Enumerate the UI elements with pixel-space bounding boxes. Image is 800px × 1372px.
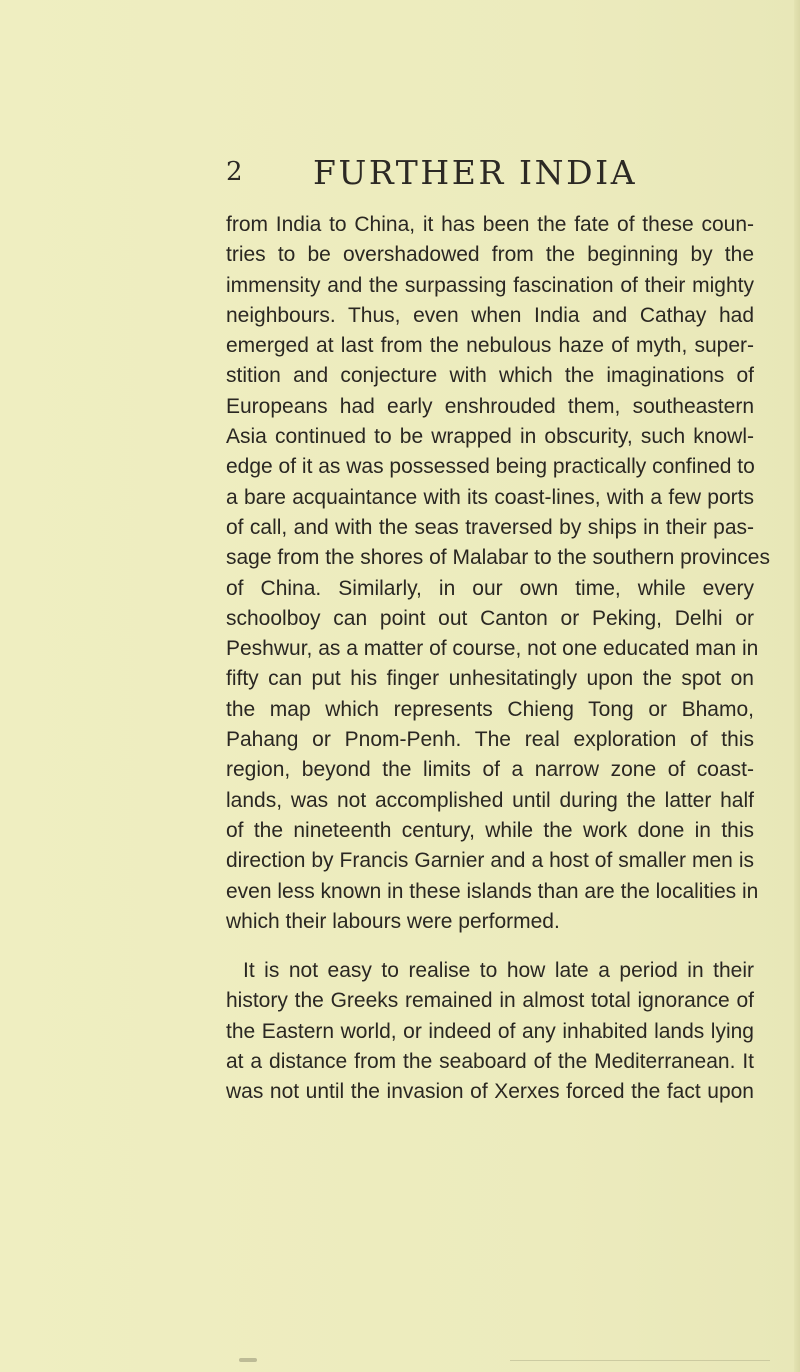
running-title: FURTHER INDIA	[313, 153, 638, 192]
paragraph-2	[226, 956, 754, 1107]
text-line: of China. Similarly, in our own time, while every	[226, 576, 754, 600]
text-line: emerged at last from the nebulous haze of myth, super-	[226, 334, 754, 358]
text-line: sage from the shores of Malabar to the southern provinces	[226, 546, 770, 570]
text-line: direction by Francis Garnier and a host of smaller men is	[226, 849, 754, 873]
paragraph-1	[226, 210, 770, 937]
text-line: immensity and the surpassing fascination of their mighty	[226, 273, 754, 297]
text-line: even less known in these islands than are the localities in	[226, 879, 759, 903]
page-header	[0, 153, 800, 203]
text-line: Pahang or Pnom-Penh. The real exploration of this	[226, 728, 754, 752]
text-line: from India to China, it has been the fate of these coun-	[226, 213, 754, 236]
text-line: lands, was not accomplished until during the latter half	[226, 788, 754, 812]
text-line: schoolboy can point out Canton or Peking, Delhi or	[226, 606, 754, 630]
text-line: the map which represents Chieng Tong or Bhamo,	[226, 697, 754, 721]
text-line: stition and conjecture with which the imaginations of	[226, 364, 754, 388]
text-line: was not until the invasion of Xerxes forced the fact upon	[226, 1080, 754, 1104]
text-line: Peshwur, as a matter of course, not one educated man in	[226, 637, 759, 661]
text-line: of the nineteenth century, while the work done in this	[226, 818, 754, 842]
text-line: tries to be overshadowed from the beginning by the	[226, 243, 754, 267]
page-number: 2	[226, 157, 243, 187]
text-line: fifty can put his finger unhesitatingly upon the spot on	[226, 667, 754, 691]
text-line: history the Greeks remained in almost total ignorance of	[226, 989, 754, 1013]
text-line: edge of it as was possessed being practically confined to	[226, 455, 755, 479]
bottom-edge-line	[510, 1360, 770, 1361]
text-line: Asia continued to be wrapped in obscurity, such knowl-	[226, 425, 754, 449]
text-line: It is not easy to realise to how late a period in their	[243, 959, 754, 983]
ink-smudge	[239, 1358, 257, 1362]
text-line: which their labours were performed.	[226, 909, 560, 933]
text-line: neighbours. Thus, even when India and Cathay had	[226, 303, 754, 327]
text-line: of call, and with the seas traversed by ships in their pas-	[226, 515, 754, 539]
text-line: the Eastern world, or indeed of any inhabited lands lying	[226, 1019, 754, 1043]
text-line: Europeans had early enshrouded them, southeastern	[226, 394, 754, 418]
page-edge-shadow	[794, 0, 800, 1372]
text-line: at a distance from the seaboard of the Mediterranean. It	[226, 1050, 754, 1074]
text-line: region, beyond the limits of a narrow zone of coast-	[226, 758, 754, 782]
body-text	[226, 210, 770, 1108]
text-line: a bare acquaintance with its coast-lines, with a few ports	[226, 485, 754, 509]
